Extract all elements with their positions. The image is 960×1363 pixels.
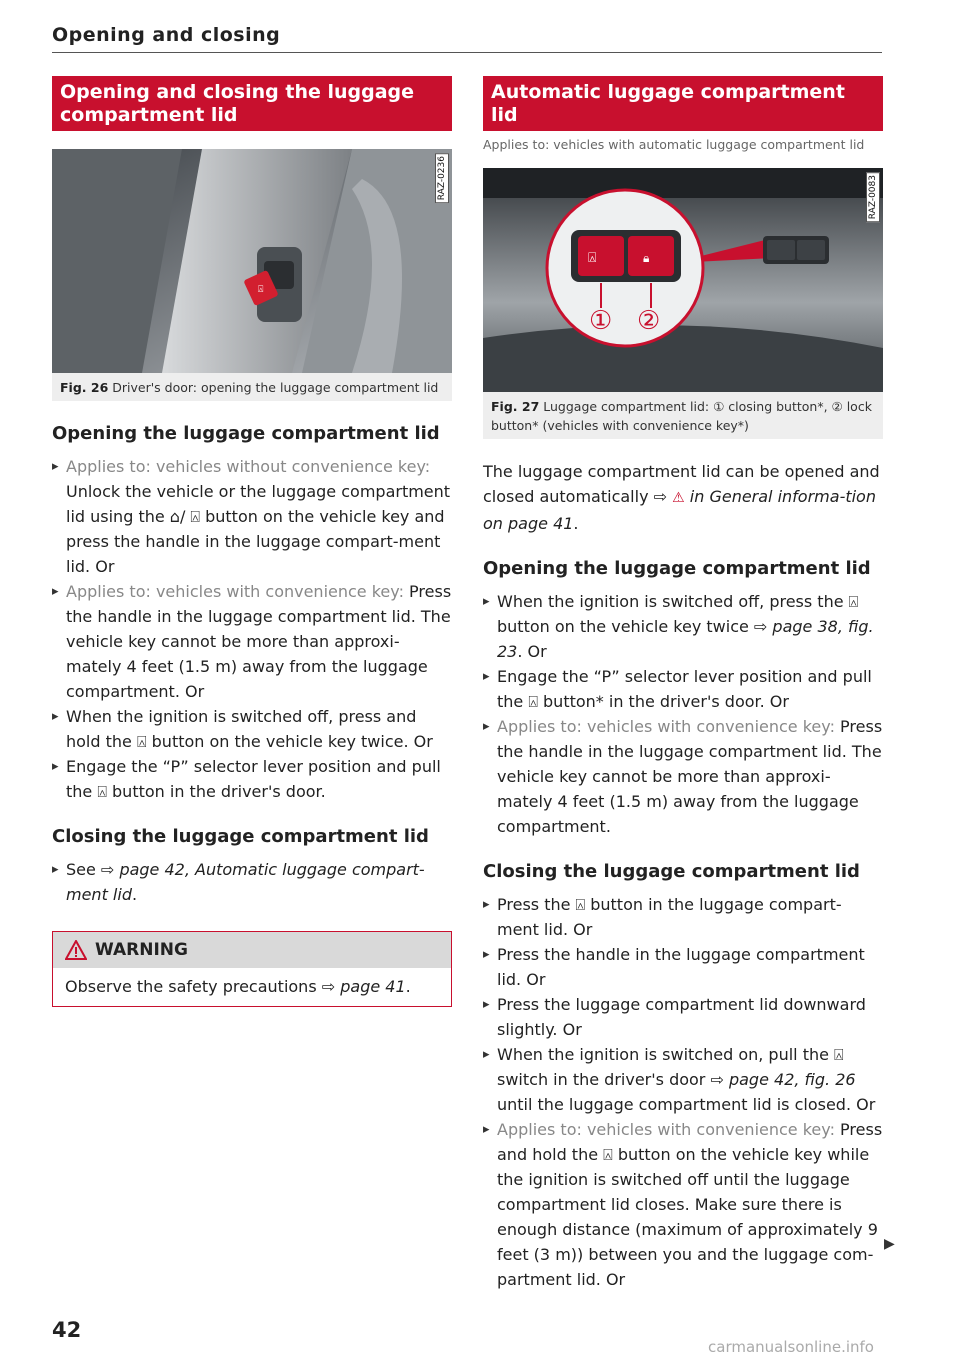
figure-26-caption (52, 373, 452, 401)
intro-paragraph: The luggage compartment lid can be opened and closed automatically ⇨ ⚠ in General informa-tion on page 41. (483, 462, 880, 533)
list-item: ▸ Engage the “P” selector lever position and pull the ⍓ button* in the driver's door. Or (483, 664, 883, 714)
list-item: ▸ Press the luggage compartment lid downward slightly. Or (483, 992, 883, 1042)
figure-27-code: RAZ-0083 (866, 172, 880, 222)
warning-triangle-icon: ⚠ (672, 490, 685, 506)
lid-buttons-illustration (483, 168, 883, 392)
list-item: ▸ Applies to: vehicles with convenience key: Press and hold the ⍓ button on the vehicle key while the ignition is switched off until the luggage compartment lid closes. Make sure there is enough distance (maximum of approximately 9 feet (3 m)) between you and the luggage com-partment lid. Or (483, 1117, 883, 1292)
callout-2: ② (637, 306, 661, 336)
warning-triangle-icon (65, 940, 87, 960)
left-heading-opening: Opening the luggage compartment lid (52, 423, 440, 444)
right-opening-list (483, 589, 883, 839)
list-item: ▸ Applies to: vehicles with convenience key: Press the handle in the luggage compartment lid. The vehicle key cannot be more than approxi-mately 4 feet (1.5 m) away from the luggage compartment. (483, 714, 883, 839)
list-item: ▸ Applies to: vehicles without convenience key: Unlock the vehicle or the luggage compartment lid using the ⌂/ ⍓ button on the vehicle key and press the handle in the luggage compart-ment lid. Or (52, 454, 452, 579)
figure-26-code: RAZ-0236 (435, 153, 449, 203)
right-column (483, 76, 883, 1292)
list-item: ▸ Press the ⍓ button in the luggage compart-ment lid. Or (483, 892, 883, 942)
list-item: ▸ See ⇨ page 42, Automatic luggage compart-ment lid. (52, 857, 452, 907)
warning-box (52, 931, 452, 1007)
list-item: ▸ When the ignition is switched on, pull the ⍓ switch in the driver's door ⇨ page 42, fig. 26 until the luggage compartment lid is closed. Or (483, 1042, 883, 1117)
figure-26-caption-text: Driver's door: opening the luggage compartment lid (112, 380, 439, 395)
left-section-title: Opening and closing the luggage compartment lid (52, 76, 452, 131)
cross-reference-link[interactable]: page 38, fig. 23 (497, 617, 874, 661)
svg-text:🔒︎: 🔒︎ (643, 251, 650, 265)
warning-header (53, 932, 451, 968)
figure-27 (483, 168, 883, 439)
figure-26-image (52, 149, 452, 373)
left-closing-list (52, 857, 452, 907)
list-item: ▸ When the ignition is switched off, press the ⍓ button on the vehicle key twice ⇨ page 38, fig. 23. Or (483, 589, 883, 664)
warning-title: WARNING (95, 940, 188, 960)
right-closing-list (483, 892, 883, 1292)
page-number: 42 (52, 1318, 82, 1342)
right-heading-opening: Opening the luggage compartment lid (483, 558, 871, 579)
cross-reference-link[interactable]: page 42, fig. 26 (723, 1070, 856, 1089)
continue-arrow-icon: ▶ (884, 1236, 895, 1252)
cross-reference-link[interactable]: page 42, Automatic luggage compart-ment lid (66, 860, 425, 904)
right-heading-closing: Closing the luggage compartment lid (483, 861, 860, 882)
header-rule (52, 52, 882, 53)
applies-note: Applies to: vehicles with automatic luggage compartment lid (483, 137, 865, 152)
figure-27-caption-text: Luggage compartment lid: ① closing button*, ② lock button* (vehicles with convenience key*) (491, 399, 872, 433)
left-column (52, 76, 452, 1007)
watermark: carmanualsonline.info (708, 1338, 874, 1356)
left-heading-closing: Closing the luggage compartment lid (52, 826, 429, 847)
door-handle-illustration (52, 149, 452, 373)
cross-reference-link[interactable]: page 41 (340, 977, 406, 996)
list-item: ▸ Applies to: vehicles with convenience key: Press the handle in the luggage compartment lid. The vehicle key cannot be more than approxi-mately 4 feet (1.5 m) away from the luggage compartment. Or (52, 579, 452, 704)
list-item: ▸ When the ignition is switched off, press and hold the ⍓ button on the vehicle key twice. Or (52, 704, 452, 754)
running-header: Opening and closing (52, 24, 281, 46)
figure-26-label: Fig. 26 (60, 380, 109, 395)
warning-text: Observe the safety precautions ⇨ page 41. (65, 977, 411, 996)
svg-text:⍓: ⍓ (588, 250, 597, 266)
figure-27-label: Fig. 27 (491, 399, 540, 414)
list-item: ▸ Press the handle in the luggage compartment lid. Or (483, 942, 883, 992)
callout-1: ① (589, 306, 613, 336)
figure-27-caption (483, 392, 883, 439)
figure-26 (52, 149, 452, 401)
cross-reference-link[interactable]: in General informa-tion on page 41 (483, 487, 876, 533)
right-section-title: Automatic luggage compartment lid (483, 76, 883, 131)
list-item: ▸ Engage the “P” selector lever position and pull the ⍓ button in the driver's door. (52, 754, 452, 804)
figure-27-image (483, 168, 883, 392)
left-opening-list (52, 454, 452, 804)
svg-text:⍓: ⍓ (258, 285, 264, 295)
